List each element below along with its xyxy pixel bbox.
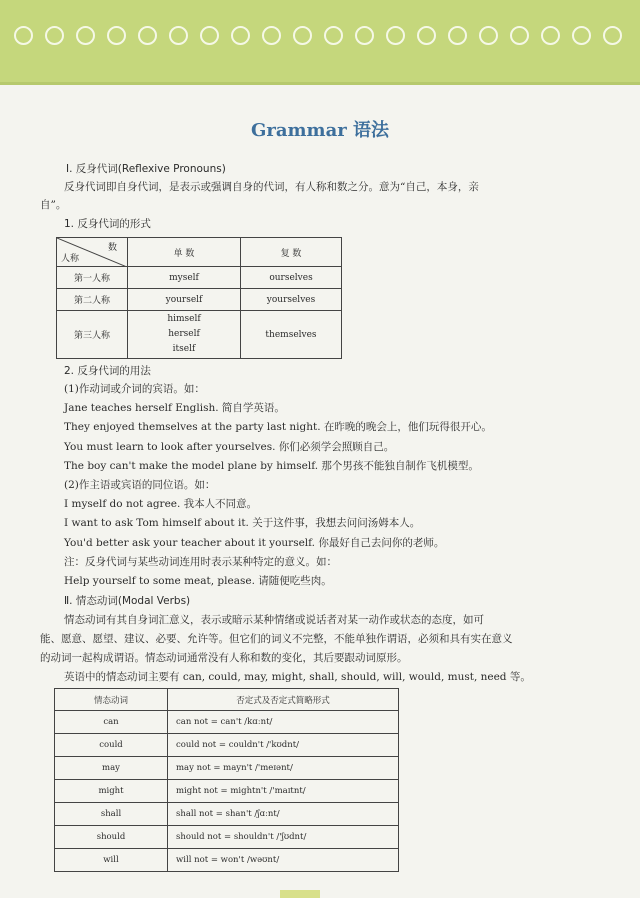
negative-form-cell: should not = shouldn't /'ʃʊdnt/ <box>168 826 399 849</box>
verb-cell: may <box>55 757 168 780</box>
ring-icon <box>14 26 33 45</box>
ring-icon <box>448 26 467 45</box>
singular-cell: myself <box>128 267 241 289</box>
singular-value: himself <box>167 314 201 324</box>
table-row <box>55 803 399 826</box>
singular-cell: yourself <box>128 289 241 311</box>
example-line: Jane teaches herself English. 简自学英语。 <box>64 402 285 414</box>
ring-icon <box>231 26 250 45</box>
example-line: Help yourself to some meat, please. 请随便吃些肉。 <box>64 575 332 587</box>
table-row <box>55 734 399 757</box>
ring-icon <box>293 26 312 45</box>
corner-bottom-label: 人称 <box>61 254 80 264</box>
table-header-row <box>57 238 342 267</box>
page-title: Grammar 语法 <box>250 120 390 141</box>
example-line: They enjoyed themselves at the party last night. 在昨晚的晚会上，他们玩得很开心。 <box>64 421 492 433</box>
ring-icon <box>603 26 622 45</box>
ring-icon <box>324 26 343 45</box>
ring-icon <box>355 26 374 45</box>
ring-icon <box>200 26 219 45</box>
negative-form-cell: shall not = shan't /ʃɑːnt/ <box>168 803 399 826</box>
page-footer-mark <box>280 890 320 898</box>
verb-cell: should <box>55 826 168 849</box>
person-cell: 第二人称 <box>57 289 128 311</box>
verb-cell: will <box>55 849 168 872</box>
ring-icon <box>541 26 560 45</box>
section1-intro-line2: 自”。 <box>40 199 67 211</box>
table-corner-cell <box>57 238 128 267</box>
ring-icon <box>572 26 591 45</box>
column-header-singular: 单 数 <box>128 238 241 267</box>
note-line: 注：反身代词与某些动词连用时表示某种特定的意义。如： <box>64 556 337 568</box>
verb-cell: can <box>55 711 168 734</box>
ring-icon <box>417 26 436 45</box>
table-row <box>55 780 399 803</box>
header-divider <box>0 82 640 85</box>
negative-form-cell: might not = mightn't /'maɪtnt/ <box>168 780 399 803</box>
section2-paragraph-line: 英语中的情态动词主要有 can, could, may, might, shall, should, will, would, must, need 等。 <box>64 671 531 683</box>
section2-paragraph-line: 情态动词有其自身词汇意义，表示或暗示某种情绪或说话者对某一动作或状态的态度，如可 <box>64 614 484 626</box>
example-line: I want to ask Tom himself about it. 关于这件事，我想去问问汤姆本人。 <box>64 517 421 529</box>
usage-2: (2)作主语或宾语的同位语。如： <box>64 479 216 491</box>
negative-form-cell: may not = mayn't /'meɪənt/ <box>168 757 399 780</box>
negative-form-cell: could not = couldn't /'kʊdnt/ <box>168 734 399 757</box>
section2-paragraph-line: 能、愿意、愿望、建议、必要、允许等。但它们的词义不完整，不能单独作谓语，必须和具有实在意义 <box>40 633 513 645</box>
header-band <box>0 0 640 82</box>
ring-icon <box>76 26 95 45</box>
plural-cell: ourselves <box>241 267 342 289</box>
ring-icon <box>479 26 498 45</box>
table-row <box>55 849 399 872</box>
ring-icon <box>107 26 126 45</box>
person-cell: 第一人称 <box>57 267 128 289</box>
ring-icon <box>169 26 188 45</box>
table-row <box>57 289 342 311</box>
table-row <box>55 757 399 780</box>
modal-verbs-table <box>54 688 399 872</box>
ring-icon <box>262 26 281 45</box>
singular-value: herself <box>168 329 200 339</box>
ring-icon <box>510 26 529 45</box>
example-line: I myself do not agree. 我本人不同意。 <box>64 498 258 510</box>
ring-icon <box>138 26 157 45</box>
table-row <box>55 711 399 734</box>
column-header-verb: 情态动词 <box>55 689 168 711</box>
example-line: The boy can't make the model plane by himself. 那个男孩不能独自制作飞机模型。 <box>64 460 479 472</box>
person-cell: 第三人称 <box>57 311 128 359</box>
verb-cell: shall <box>55 803 168 826</box>
section1-intro-line1: 反身代词即自身代词，是表示或强调自身的代词，有人称和数之分。意为“自己，本身，亲 <box>64 181 479 193</box>
plural-cell: yourselves <box>241 289 342 311</box>
subheading-usage: 2. 反身代词的用法 <box>64 365 151 377</box>
plural-cell: themselves <box>241 311 342 359</box>
ring-icon <box>45 26 64 45</box>
singular-value: itself <box>172 344 196 354</box>
singular-cell <box>128 311 241 359</box>
column-header-plural: 复 数 <box>241 238 342 267</box>
table-row <box>57 311 342 359</box>
table-row <box>55 826 399 849</box>
section1-heading: Ⅰ. 反身代词(Reflexive Pronouns) <box>66 163 226 175</box>
corner-top-label: 数 <box>107 243 117 253</box>
subheading-forms: 1. 反身代词的形式 <box>64 218 151 230</box>
negative-form-cell: can not = can't /kɑːnt/ <box>168 711 399 734</box>
reflexive-pronoun-table <box>56 237 342 359</box>
column-header-negative: 否定式及否定式简略形式 <box>168 689 399 711</box>
ring-icon <box>386 26 405 45</box>
table-header-row <box>55 689 399 711</box>
verb-cell: might <box>55 780 168 803</box>
section2-heading: Ⅱ. 情态动词(Modal Verbs) <box>64 595 191 607</box>
section2-paragraph-line: 的动词一起构成谓语。情态动词通常没有人称和数的变化，其后要跟动词原形。 <box>40 652 408 664</box>
example-line: You must learn to look after yourselves. 你们必须学会照顾自己。 <box>64 441 395 453</box>
example-line: You'd better ask your teacher about it yourself. 你最好自己去问你的老师。 <box>64 537 445 549</box>
usage-1: (1)作动词或介词的宾语。如： <box>64 383 205 395</box>
decorative-rings <box>14 26 634 52</box>
verb-cell: could <box>55 734 168 757</box>
negative-form-cell: will not = won't /wəʊnt/ <box>168 849 399 872</box>
table-row <box>57 267 342 289</box>
